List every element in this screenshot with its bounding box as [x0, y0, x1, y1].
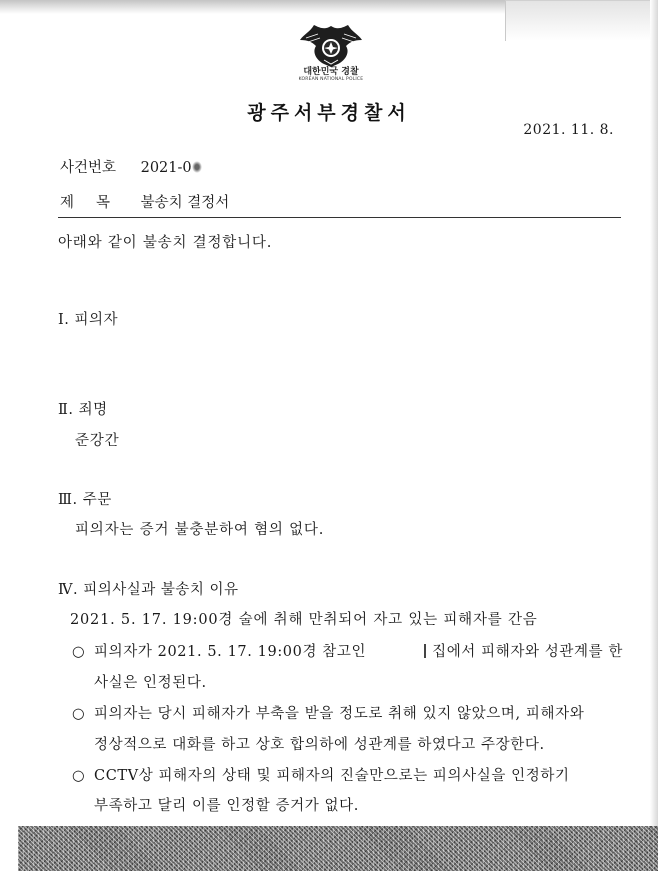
bullet-text: 피의자는 당시 피해자가 부축을 받을 정도로 취해 있지 않았으며, 피해자와	[94, 706, 585, 722]
bullet-mark: ○	[72, 644, 86, 660]
bullet-text: 집에서 피해자와 성관계를 한	[432, 644, 624, 660]
intro-text: 아래와 같이 불송치 결정합니다.	[58, 235, 273, 251]
redaction-mark	[424, 644, 426, 658]
agency-english-name: KOREAN NATIONAL POLICE	[298, 77, 364, 82]
bullet-continuation: 부족하고 달리 이를 인정할 증거가 없다.	[94, 798, 359, 814]
police-emblem-icon	[298, 22, 364, 68]
bullet-text: 피의자가 2021. 5. 17. 19:00경 참고인	[94, 644, 367, 660]
section-suspect-heading: Ⅰ. 피의자	[58, 312, 118, 328]
bullet-item	[72, 640, 623, 661]
case-number-row	[60, 156, 202, 177]
order-text: 피의자는 증거 불충분하여 혐의 없다.	[75, 522, 325, 538]
bullet-item	[72, 702, 584, 723]
bullet-mark: ○	[72, 706, 86, 722]
subject-label: 제목	[60, 195, 133, 211]
scan-fold-mark	[505, 0, 658, 41]
section-facts-heading: Ⅳ. 피의사실과 불송치 이유	[58, 582, 239, 598]
office-title: 광주서부경찰서	[247, 102, 411, 124]
document-date: 2021. 11. 8.	[523, 122, 614, 138]
scan-noise-bottom	[18, 826, 658, 871]
bullet-item	[72, 764, 570, 785]
section-charge-heading: Ⅱ. 죄명	[58, 402, 108, 418]
bullet-continuation: 정상적으로 대화를 하고 상호 합의하에 성관계를 하였다고 주장한다.	[94, 737, 545, 753]
redaction-smudge	[192, 161, 202, 173]
subject-value: 불송치 결정서	[140, 195, 230, 211]
scan-shadow-right	[650, 0, 658, 871]
agency-name: 대한민국 경찰	[303, 67, 359, 77]
bullet-continuation: 사실은 인정된다.	[94, 675, 207, 691]
section-order-heading: Ⅲ. 주문	[58, 492, 112, 508]
bullet-mark: ○	[72, 768, 86, 784]
subject-row	[60, 191, 229, 212]
header-divider	[58, 217, 621, 218]
bullet-text: CCTV상 피해자의 상태 및 피해자의 진술만으로는 피의사실을 인정하기	[94, 768, 570, 784]
charge-text: 준강간	[75, 433, 120, 449]
case-number-label: 사건번호	[60, 160, 117, 176]
facts-summary: 2021. 5. 17. 19:00경 술에 취해 만취되어 자고 있는 피해자를 간음	[70, 612, 538, 628]
case-number-value: 2021-0	[140, 160, 192, 176]
